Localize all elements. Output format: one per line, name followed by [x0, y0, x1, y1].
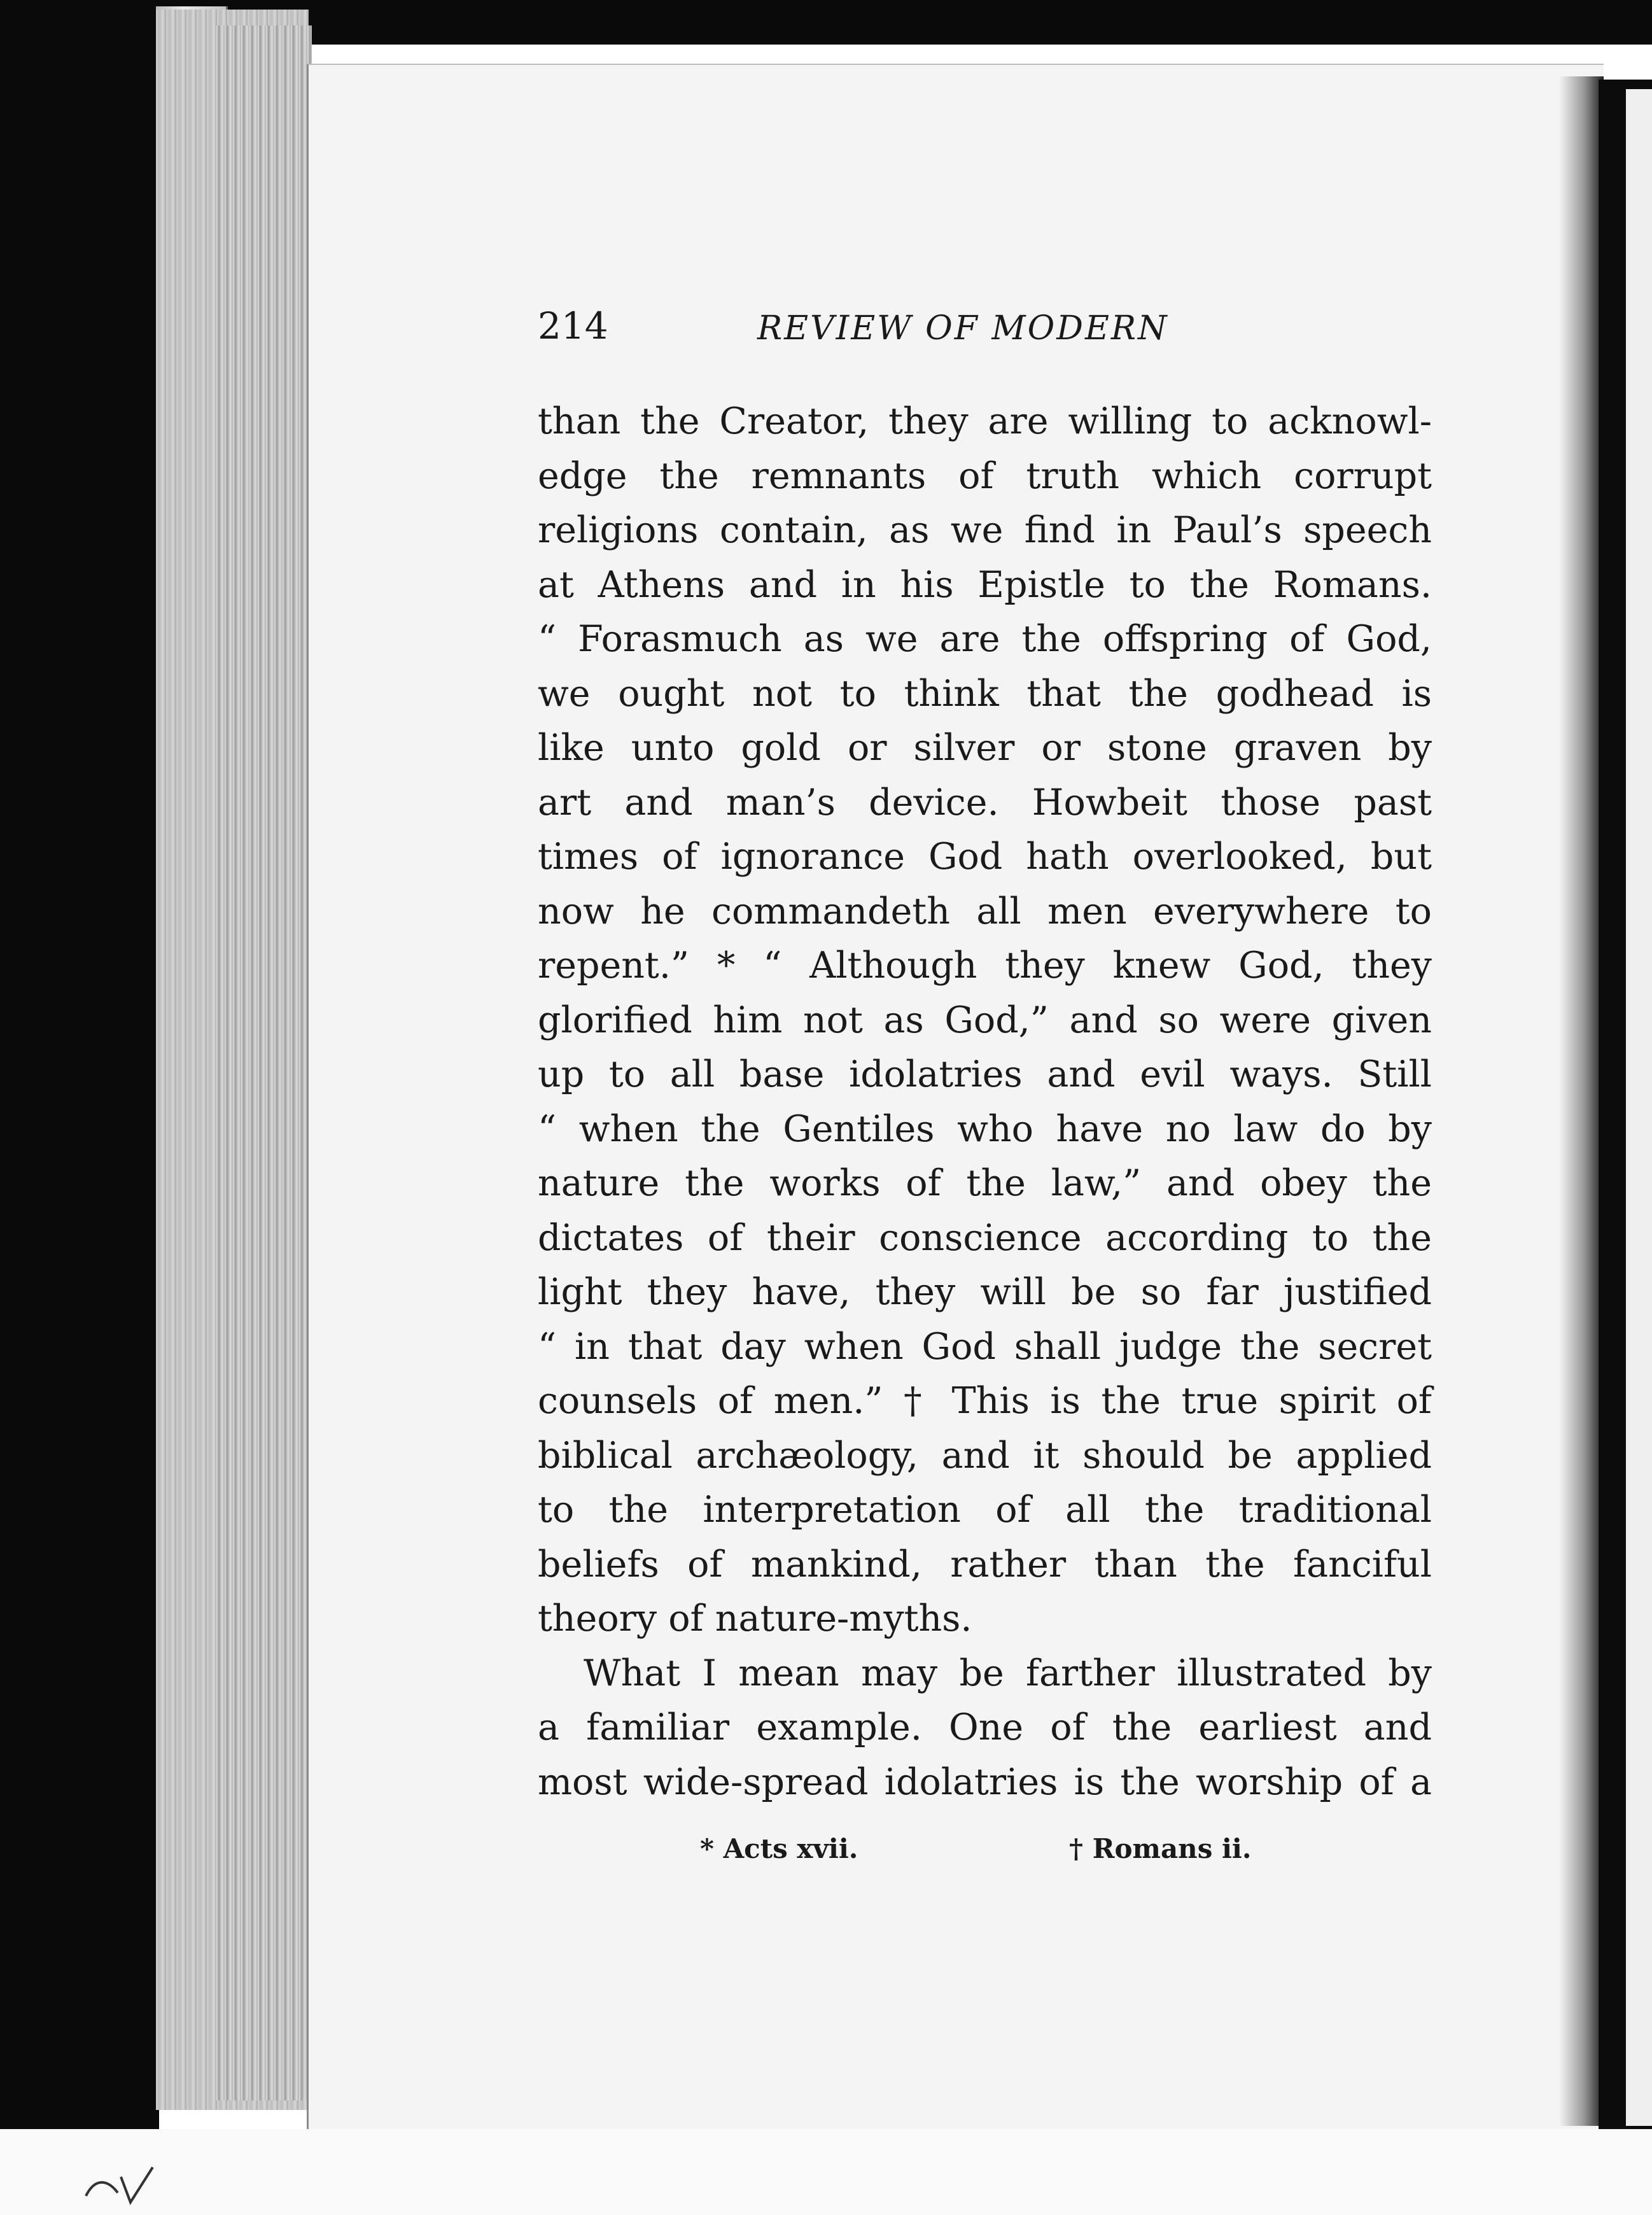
- text-line: counsels of men.” † This is the true spirit of: [538, 1380, 1432, 1422]
- text-line: times of ignorance God hath overlooked, but: [538, 836, 1432, 878]
- text-line: religions contain, as we find in Paul’s speech: [538, 509, 1432, 551]
- text-line: at Athens and in his Epistle to the Romans.: [538, 563, 1432, 606]
- paragraph-last-line: theory of nature-myths.: [538, 1598, 972, 1640]
- text-line: dictates of their conscience according to the: [538, 1216, 1432, 1259]
- text-line: edge the remnants of truth which corrupt: [538, 454, 1432, 497]
- text-line: art and man’s device. Howbeit those past: [538, 781, 1432, 824]
- text-line: to the interpretation of all the traditional: [538, 1489, 1432, 1531]
- text-line: nature the works of the law,” and obey the: [538, 1162, 1432, 1204]
- text-line: light they have, they will be so far justified: [538, 1271, 1432, 1313]
- body-text: [538, 395, 1432, 1810]
- footnote-romans: † Romans ii.: [1069, 1833, 1252, 1864]
- text-line: most wide-spread idolatries is the worship of a: [538, 1761, 1432, 1803]
- paragraph-first-line: What I mean may be farther illustrated by: [584, 1652, 1432, 1694]
- facing-page-edge: [1626, 89, 1652, 2126]
- text-line: “ in that day when God shall judge the secret: [538, 1325, 1432, 1368]
- text-line: we ought not to think that the godhead is: [538, 672, 1432, 715]
- text-line: than the Creator, they are willing to acknowl-: [538, 400, 1432, 442]
- running-title: REVIEW OF MODERN: [757, 309, 1169, 348]
- page-stack-shadow: [216, 25, 312, 2100]
- text-line: a familiar example. One of the earliest and: [538, 1706, 1432, 1748]
- right-gutter-shadow: [1559, 76, 1604, 2126]
- footnotes: [538, 1833, 1432, 1871]
- text-line: biblical archæology, and it should be applied: [538, 1434, 1432, 1477]
- text-line: glorified him not as God,” and so were given: [538, 999, 1432, 1041]
- scratch-mark-icon: [83, 2164, 172, 2209]
- corner-scratch-mark: [83, 2164, 172, 2215]
- background-left: [0, 0, 159, 2215]
- text-line: beliefs of mankind, rather than the fanciful: [538, 1543, 1432, 1586]
- background-bottom: [0, 2129, 1652, 2215]
- text-line: now he commandeth all men everywhere to: [538, 890, 1432, 932]
- footnote-acts: * Acts xvii.: [700, 1833, 858, 1864]
- text-line: like unto gold or silver or stone graven by: [538, 727, 1432, 769]
- text-line: “ Forasmuch as we are the offspring of God,: [538, 618, 1432, 660]
- text-line: up to all base idolatries and evil ways. Still: [538, 1053, 1432, 1095]
- text-line: repent.” * “ Although they knew God, they: [538, 945, 1432, 987]
- page-number: 214: [538, 304, 608, 348]
- text-line: “ when the Gentiles who have no law do by: [538, 1108, 1432, 1150]
